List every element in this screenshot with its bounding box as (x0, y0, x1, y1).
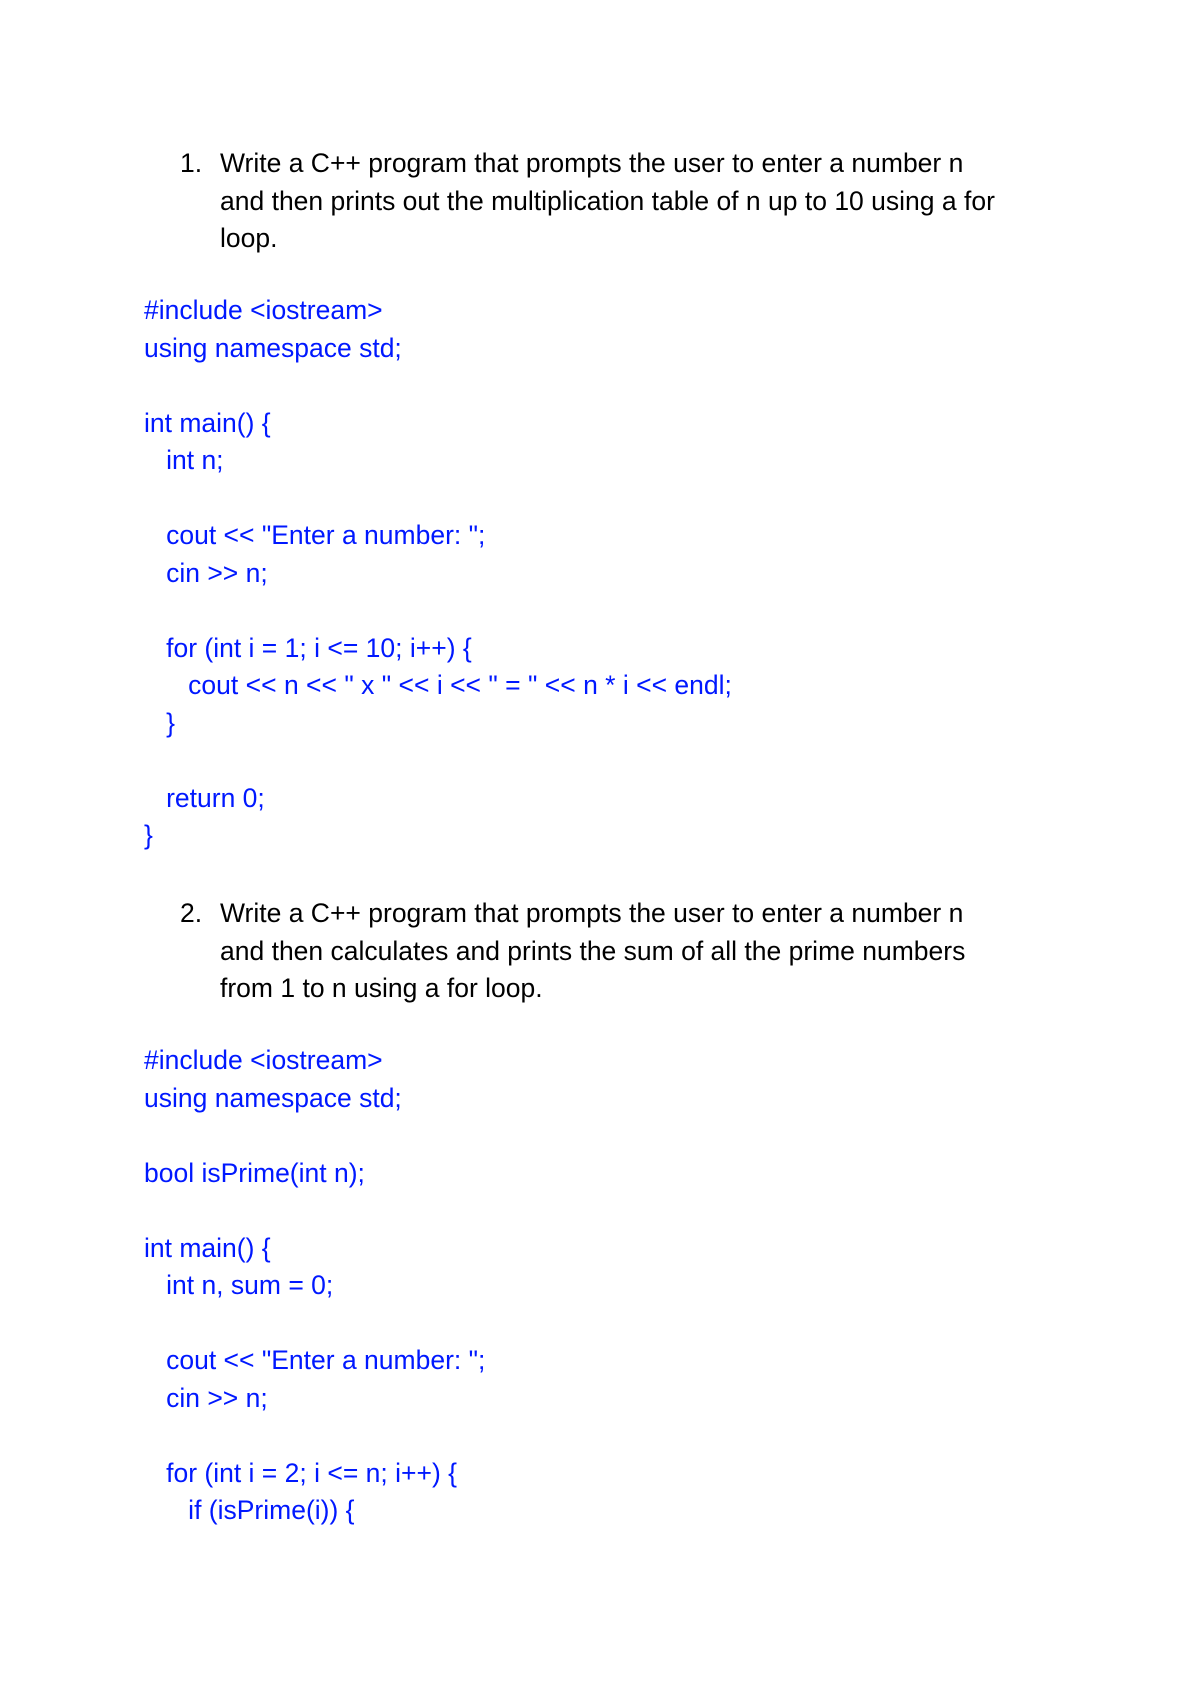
question-1 (180, 145, 1080, 258)
code-line (144, 1417, 1124, 1455)
question-2 (180, 895, 1080, 1008)
code-line: bool isPrime(int n); (144, 1157, 365, 1188)
code-line: return 0; (144, 782, 265, 813)
code-line (144, 1305, 1124, 1343)
code-line (144, 1117, 1124, 1155)
code-line: cin >> n; (144, 1382, 268, 1413)
code-line: int main() { (144, 407, 271, 438)
code-line: cout << "Enter a number: "; (144, 520, 486, 550)
question-1-text: Write a C++ program that prompts the user to enter a number n and then prints out the multiplication table of n up to 10 using a for loop. (220, 148, 995, 253)
code-block-2 (144, 1042, 1124, 1530)
code-line: for (int i = 2; i <= n; i++) { (144, 1457, 458, 1488)
code-line: for (int i = 1; i <= 10; i++) { (144, 632, 472, 663)
code-line: cin >> n; (144, 557, 268, 588)
code-line: int n; (144, 445, 224, 475)
code-line (144, 592, 1124, 630)
code-line (144, 367, 1124, 405)
code-block-1 (144, 292, 1124, 855)
code-line: #include <iostream> (144, 1045, 383, 1075)
code-line (144, 742, 1124, 780)
question-2-number: 2. (180, 898, 203, 928)
question-1-number: 1. (180, 148, 203, 178)
code-line: #include <iostream> (144, 295, 383, 325)
code-line: } (144, 820, 153, 850)
code-line: int main() { (144, 1232, 271, 1263)
code-line: using namespace std; (144, 1082, 402, 1113)
code-line (144, 480, 1124, 518)
code-line: } (144, 707, 175, 738)
code-line: int n, sum = 0; (144, 1270, 334, 1300)
code-line: if (isPrime(i)) { (144, 1495, 355, 1525)
code-line: cout << "Enter a number: "; (144, 1345, 486, 1375)
code-line: using namespace std; (144, 332, 402, 363)
code-line: cout << n << " x " << i << " = " << n * i << endl; (144, 670, 732, 700)
question-2-text: Write a C++ program that prompts the user to enter a number n and then calculates and prints the sum of all the prime numbers from 1 to n using a for loop. (220, 898, 966, 1003)
code-line (144, 1192, 1124, 1230)
